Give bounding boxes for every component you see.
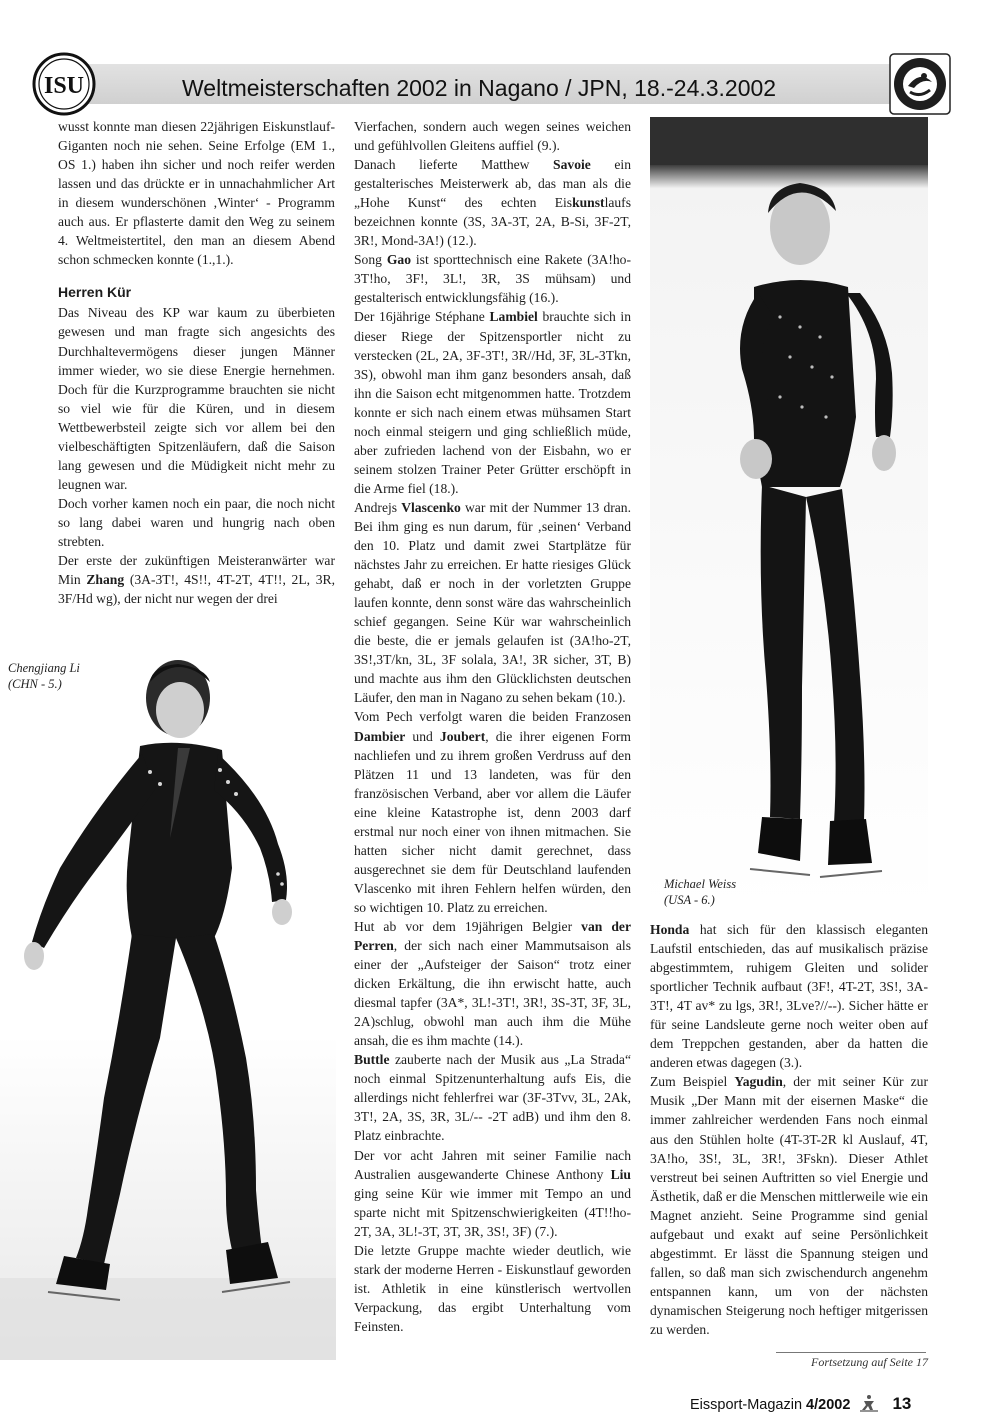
- photo-michael-weiss: [650, 117, 928, 910]
- col2-paragraph: Vierfachen, sondern auch wegen seines weichen und gefühlvollen Gleitens auffiel (9.).: [354, 119, 631, 154]
- text-run: brauchte sich in dieser Riege der Spitzensportler nicht zu verstecken (2L, 2A, 3F-3T!, 3R//Hd, 3F, 3L-3Tkn, 3S), obwohl man ihm ganz besonders ansah, daß ihn die Saison echt mitgenommen hatte. Trotzdem konnte er sich nach einem etwas mühsamen Start noch einmal steigern und ging schließlich müde, aber zufrieden lachend von der Eisbahn, wo er seinem stolzen Trainer Peter Grütter erschöpft in die Arme fiel (18.).: [354, 309, 631, 496]
- col2-paragraph: [354, 307, 631, 497]
- photo-chengjiang-li: [0, 638, 336, 1360]
- skater-name: Vlascenko: [401, 499, 461, 515]
- article-column-3: [650, 920, 928, 1339]
- skater-name: van der Perren: [354, 918, 631, 954]
- skater-name: Lambiel: [489, 309, 538, 325]
- col3-paragraph: [650, 1072, 928, 1339]
- caption-country: (CHN - 5.): [8, 677, 62, 691]
- article-column-2: [354, 117, 631, 1336]
- skater-name: Liu: [610, 1166, 631, 1182]
- text-run: ein gestalterisches Meisterwerk ab, das man als die „Hohe Kunst“ des echten Eis: [354, 157, 631, 211]
- nagano-championship-emblem: [888, 52, 952, 116]
- col1-paragraph: [58, 551, 335, 608]
- caption-name: Chengjiang Li: [8, 661, 80, 675]
- col2-paragraph: [354, 250, 631, 307]
- col3-paragraph: [650, 920, 928, 1072]
- text-run: war mit der Nummer 13 dran. Bei ihm ging es nun darum, für ‚seinen‘ Verband den 10. Platz und damit zwei Startplätze für nächstes Jahr zu erreichen. Er hatte riesiges Glück gehabt, daß er noch in der vorletzten Gruppe laufen konnte, denn sonst wäre das wahrscheinlich schief gegangen. Seine Kür war wahrscheinlich die beste, die er jemals gelaufen ist (3A!ho-2T, 3S!,3T/kn, 3L, 3F solala, 3A!, 3R sicher, 3T, B) und machte aus ihm den Glücklichsten deutschen Läufer, den man in Nagano zu sehen bekam (10.).: [354, 499, 631, 706]
- col1-paragraph: Das Niveau des KP war kaum zu überbieten gewesen und man fragte sich angesichts des Durchhaltevermögens dieser jungen Männer immer wieder, wo sie diese Energie hernehmen. Doch für die Kurzprogramme brauchten sie nicht so viel wie für die Küren, und in diesem Wettbewerbsteil zeigte sich vor allem bei den vielbeschäftigten Spitzenläufern, daß die Saison lang gewesen und die Müdigkeit nicht mehr zu leugnen war.: [58, 305, 335, 492]
- text-run: (3A-3T!, 4S!!, 4T-2T, 4T!!, 2L, 3R, 3F/Hd wg), der nicht nur wegen der drei: [58, 572, 335, 607]
- text-run: laufs bezeichnen konnte (3S, 3A-3T, 2A, B-Si, 3F-2T, 3R!, Mond-3A!) (12.).: [354, 195, 631, 249]
- text-run: , die ihrer eigenen Form nachliefen und zu ihrem großen Verdruss auf den Plätzen 11 und 13 landeten, was für den französischen Verband, aber vor allem die Läufer eine kleine Katastrophe ist, denn 2003 darf erstmal nur noch einer von ihnen mitmachen. Sie hatten sicher nicht damit gerechnet, dass ausgerechnet sie dem für Deutschland laufenden Vlascenko mit ihren Fehlern helfen würden, den so wichtigen 10. Platz zu erreichen.: [354, 728, 631, 915]
- col2-paragraph: [354, 917, 631, 1050]
- skater-name: Joubert: [439, 728, 486, 744]
- article-column-1: [58, 117, 335, 608]
- skater-icon: [858, 1393, 880, 1413]
- text-run: Hut ab vor dem 19jährigen Belgier: [354, 918, 582, 934]
- section-heading: Herren Kür: [58, 284, 132, 301]
- skater-name: Honda: [650, 922, 690, 937]
- isu-logo: [32, 52, 96, 116]
- col2-paragraph: [354, 707, 631, 917]
- col2-paragraph: [354, 1050, 631, 1145]
- caption-name: Michael Weiss: [664, 877, 737, 891]
- text-run: hat sich für den klassisch eleganten Laufstil entschieden, das auf musikalisch präzise abgestimmtem, ruhigem Gleiten und solider sportlicher Technik aufbaut (3F!, 4T-2T, 3S!, 3A-3T!, 4T av* zu lgs, 3R!, 3Lve?//--). Sicher hätte er für seine Landsleute gerne noch weiter oben auf dem Treppchen gestanden, aber da hatten die anderen etwas dagegen (3.).: [650, 922, 928, 1071]
- text-run: und: [405, 728, 440, 744]
- skater-name: Gao: [386, 252, 412, 268]
- text-run: , der sich nach einer Mammutsaison als einer der „Aufsteiger der Saison“ trotz einer dicken Erkältung, die ihn erwischt hatte, auch diesmal tapfer (3A*, 3L!-3T!, 3R!, 3S-3T, 3F, 3L, 2A)schlug, obwohl man auch ihm die Mühe ansah, die es ihm machte (14.).: [354, 938, 631, 1049]
- text-run: ging seine Kür wie immer mit Tempo an und sparte nicht mit Spitzenschwierigkeiten (4T!!ho-2T, 3A, 3L!-3T, 3T, 3R, 3S!, 3F) (7.).: [354, 1185, 631, 1239]
- text-run: Vom Pech verfolgt waren die beiden Franzosen: [354, 709, 631, 725]
- continuation-rule: [776, 1352, 926, 1353]
- text-run: Der erste der zukünftigen Meisteranwärter war Min: [58, 553, 335, 588]
- page-number: 13: [892, 1394, 912, 1413]
- col2-paragraph: [354, 155, 631, 250]
- col1-paragraph: wusst konnte man diesen 22jährigen Eiskunstlauf-Giganten noch nie sehen. Seine Erfolge (EM 1., OS 1.) haben ihn sicher und noch reifer werden lassen und das drückte er in unnachahmlicher Art in diesem wunderschönen ‚Winter‘ - Programm auch aus. Er pflasterte damit den Weg zu seinem 4. Weltmeistertitel, den man an diesem Abend schon schmecken konnte (1.,1.).: [58, 119, 335, 268]
- col1-paragraph: Doch vorher kamen noch ein paar, die noch nicht so lang dabei waren und hungrig nach oben strebten.: [58, 495, 335, 549]
- caption-country: (USA - 6.): [664, 893, 715, 907]
- issue-number: 4/2002: [806, 1397, 851, 1413]
- text-run: , der mit seiner Kür zur Musik „Der Mann mit der eisernen Maske“ die immer zahlreicher werdenden Fans noch einmal aus den Stühlen holte (4T-3T-2R kl Auslauf, 4T, 3A!ho, 3S!, 3L, 3R!, 3Fskn). Dieser Athlet verstreut bei seinen Auftritten so viel Energie und Ästhetik, daß er die Menschen mittlerweile wie ein Magnet anzieht. Seine Programme sind genial aufgebaut und exakt auf seine Persönlichkeit abgestimmt. Er lässt die Spannung steigen und fallen, so daß man sich zwischendurch angenehm entspannen kann, um von der nächsten dynamischen Steigerung noch heftiger mitgerissen zu werden.: [650, 1074, 928, 1337]
- text-run: zauberte nach der Musik aus „La Strada“ noch einmal Spitzenunterhaltung aufs Eis, die allerdings nicht fehlerfrei war (3F-3Tvv, 3L, 2Ak, 3T!, 2A, 3S, 3R, 3L/-- -2T adB) und ihm den 8. Platz einbrachte.: [354, 1052, 631, 1144]
- skater-name: Dambier: [354, 728, 406, 744]
- skater-name: Yagudin: [734, 1074, 783, 1090]
- col2-paragraph: [354, 1146, 631, 1241]
- col2-paragraph: Die letzte Gruppe machte wieder deutlich, wie stark der moderne Herren - Eiskunstlauf geworden ist. Athletik in eine künstlerisch wertvollen Verpackung, das ergibt Unterhaltung vom Feinsten.: [354, 1242, 631, 1334]
- text-run: Song: [354, 252, 387, 268]
- text-run: ist sporttechnisch eine Rakete (3A!ho-3T!ho, 3F!, 3L!, 3R, 3S mühsam) und gestalterisch entwicklungsfähig (16.).: [354, 252, 631, 306]
- col2-paragraph: [354, 498, 631, 708]
- text-run: Andrejs: [354, 499, 402, 515]
- text-run: Zum Beispiel: [650, 1074, 735, 1090]
- skater-name: Buttle: [354, 1052, 390, 1068]
- emphasis: kunst: [572, 195, 605, 211]
- text-run: Der 16jährige Stéphane: [354, 309, 490, 325]
- text-run: Der vor acht Jahren mit seiner Familie nach Australien ausgewanderte Chinese Anthony: [354, 1147, 631, 1182]
- magazine-name: Eissport-Magazin: [690, 1397, 803, 1413]
- page-title: Weltmeisterschaften 2002 in Nagano / JPN, 18.-24.3.2002: [182, 75, 777, 101]
- isu-logo-text: ISU: [43, 73, 85, 99]
- continuation-note: Fortsetzung auf Seite 17: [811, 1355, 928, 1369]
- photo-caption-left: [8, 660, 128, 692]
- text-run: Danach lieferte Matthew: [354, 157, 554, 173]
- skater-name: Savoie: [553, 157, 591, 173]
- photo-caption-right: [664, 876, 774, 908]
- skater-name: Zhang: [86, 572, 125, 588]
